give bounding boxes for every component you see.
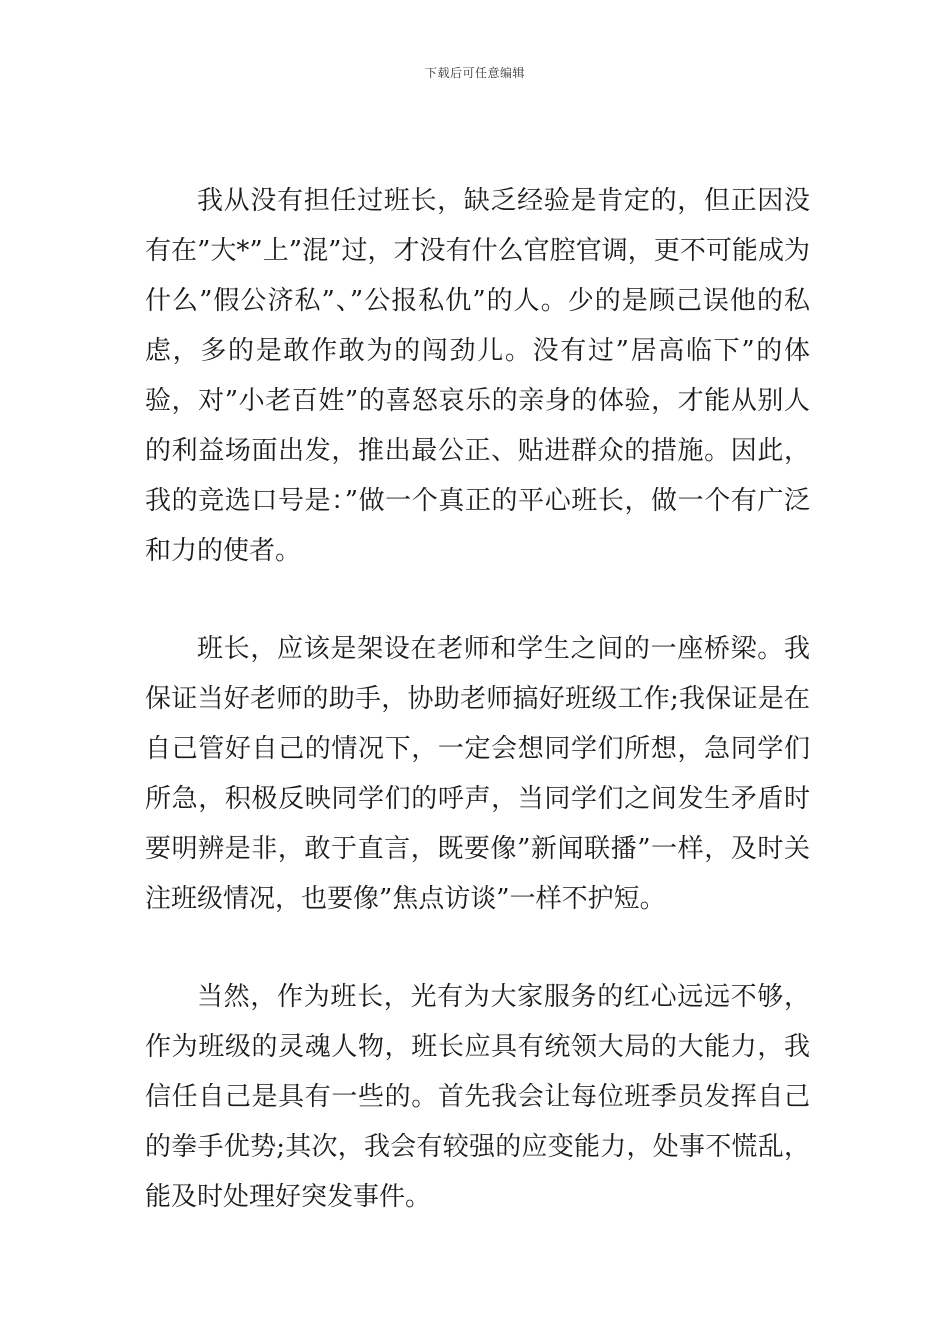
paragraph: 我从没有担任过班长，缺乏经验是肯定的，但正因没有在”大*”上”混”过，才没有什么官腔官调，更不可能成为什么”假公济私”、”公报私仇”的人。少的是顾己误他的私虑，多的是敢作敢为的闯劲儿。没有过”居高临下”的体验，对”小老百姓”的喜怒哀乐的亲身的体验，才能从别人的利益场面出发，推出最公正、贴进群众的措施。因此，我的竞选口号是：”做一个真正的平心班长，做一个有广泛和力的使者。 bbox=[145, 186, 810, 566]
paragraph: 当然，作为班长，光有为大家服务的红心远远不够，作为班级的灵魂人物，班长应具有统领大局的大能力，我信任自己是具有一些的。首先我会让每位班季员发挥自己的拳手优势;其次，我会有较强的应变能力，处事不慌乱，能及时处理好突发事件。 bbox=[145, 982, 810, 1212]
document-body bbox=[145, 176, 810, 1222]
header-note: 下载后可任意编辑 bbox=[424, 66, 525, 80]
paragraph: 班长，应该是架设在老师和学生之间的一座桥梁。我保证当好老师的助手，协助老师搞好班级工作;我保证是在自己管好自己的情况下，一定会想同学们所想，急同学们所急，积极反映同学们的呼声，当同学们之间发生矛盾时要明辨是非，敢于直言，既要像”新闻联播”一样，及时关注班级情况，也要像”焦点访谈”一样不护短。 bbox=[145, 634, 810, 914]
